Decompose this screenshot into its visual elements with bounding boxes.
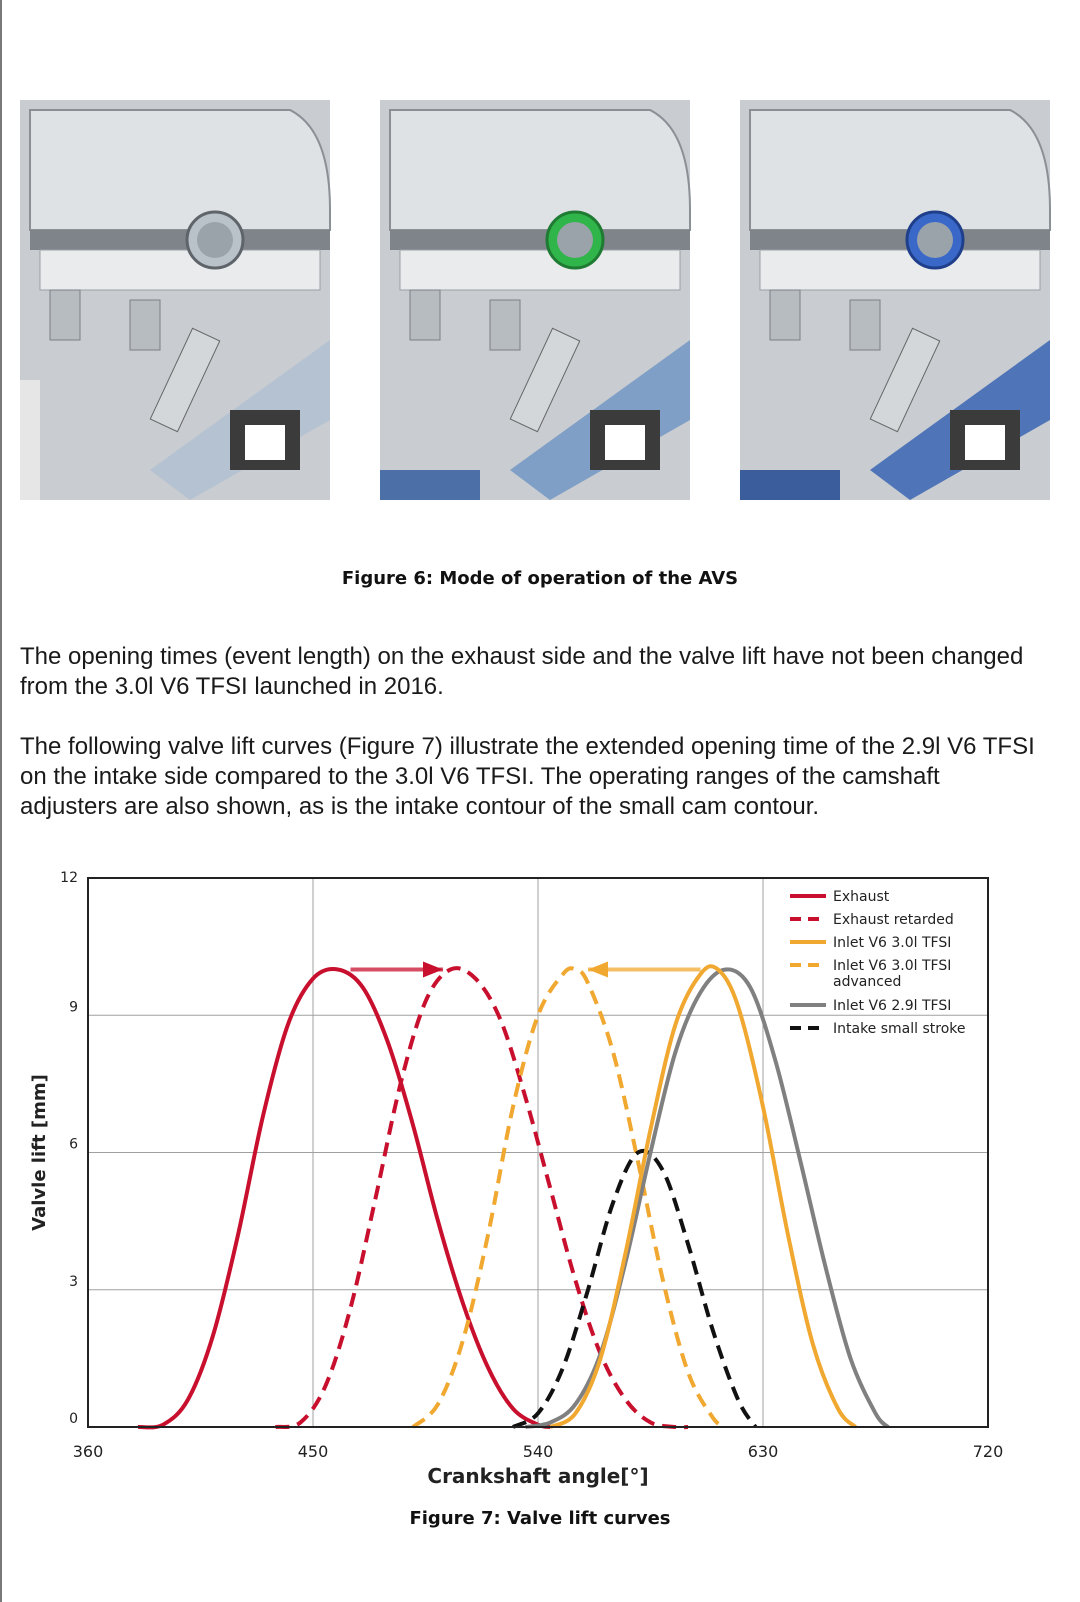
engine-cutaway-blue — [720, 90, 1060, 520]
y-tick-label: 0 — [69, 1411, 78, 1427]
paragraph-exhaust-side: The opening times (event length) on the exhaust side and the valve lift have not been changed from the 3.0l V6 TFSI launched in 2016. — [20, 643, 1024, 700]
valve-lift-chart — [0, 870, 1060, 1490]
x-tick-label: 450 — [297, 1442, 329, 1461]
y-tick-label: 12 — [60, 870, 78, 886]
legend-label: Intake small stroke — [833, 1021, 966, 1037]
engine-cutaway-green — [360, 90, 700, 520]
legend-label: advanced — [833, 974, 902, 990]
chart-series — [138, 966, 888, 1427]
legend-label: Inlet V6 3.0l TFSI — [833, 958, 952, 974]
series-line-inlet-v6-2-9l-tfsi — [526, 969, 889, 1427]
legend-label: Exhaust retarded — [833, 912, 954, 928]
x-tick-label: 360 — [72, 1442, 104, 1461]
engine-cutaway-neutral — [0, 90, 340, 520]
x-tick-label: 630 — [747, 1442, 779, 1461]
series-line-exhaust — [138, 969, 551, 1427]
x-tick-label: 540 — [522, 1442, 554, 1461]
shift-arrow-head — [588, 962, 608, 978]
series-line-intake-small-stroke — [513, 1151, 756, 1427]
y-tick-label: 6 — [69, 1136, 78, 1153]
chart-annotations — [351, 962, 701, 978]
y-tick-label: 3 — [69, 1273, 78, 1290]
x-tick-label: 720 — [972, 1442, 1004, 1461]
paragraph-valve-lift-curves: The following valve lift curves (Figure 7) illustrate the extended opening time of the 2.9l V6 TFSI on the intake side compared to the 3.0l V6 TFSI. The operating ranges of the camshaft adjusters are also shown, as is the intake contour of the small cam contour. — [20, 733, 1035, 820]
legend-label: Exhaust — [833, 889, 890, 905]
figure-6-illustration — [0, 90, 1080, 520]
x-axis-label: Crankshaft angle[°] — [427, 1464, 649, 1488]
y-axis-label: Valvle lift [mm] — [29, 1074, 50, 1231]
figure-7-caption: Figure 7: Valve lift curves — [409, 1508, 671, 1529]
y-tick-label: 9 — [69, 999, 78, 1016]
legend-label: Inlet V6 2.9l TFSI — [833, 998, 952, 1014]
figure-6-caption: Figure 6: Mode of operation of the AVS — [341, 568, 739, 589]
legend-label: Inlet V6 3.0l TFSI — [833, 935, 952, 951]
